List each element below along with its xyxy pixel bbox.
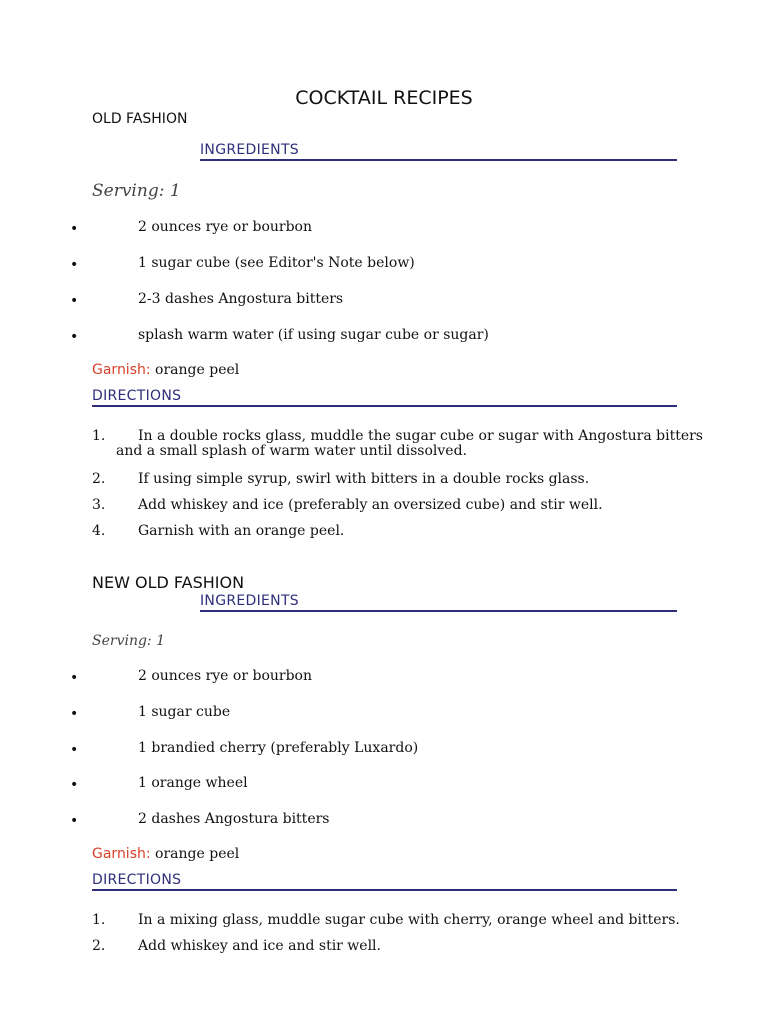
step-number: 1.	[92, 428, 106, 444]
ingredient-text: 2 ounces rye or bourbon	[138, 668, 312, 684]
ingredient-item	[70, 668, 670, 688]
bullet-icon: •	[70, 706, 79, 722]
garnish-value: orange peel	[155, 362, 240, 378]
step-number: 2.	[92, 938, 106, 954]
bullet-icon: •	[70, 670, 79, 686]
garnish-line	[92, 846, 239, 862]
recipe-name-new-old-fashion: NEW OLD FASHION	[92, 573, 245, 592]
recipe-name-old-fashion: OLD FASHION	[92, 111, 188, 127]
step-text: Add whiskey and ice (preferably an oversized cube) and stir well.	[138, 497, 603, 513]
step-number: 4.	[92, 523, 106, 539]
step-text: In a double rocks glass, muddle the sugar cube or sugar with Angostura bitters	[138, 428, 703, 444]
bullet-icon: •	[70, 813, 79, 829]
ingredient-text: splash warm water (if using sugar cube or sugar)	[138, 327, 489, 343]
ingredient-text: 1 sugar cube	[138, 704, 231, 720]
bullet-icon: •	[70, 742, 79, 758]
garnish-label: Garnish:	[92, 846, 151, 862]
step-text-continued: and a small splash of warm water until dissolved.	[116, 443, 467, 459]
step-number: 1.	[92, 912, 106, 928]
ingredients-heading: INGREDIENTS	[200, 593, 677, 612]
step-number: 3.	[92, 497, 106, 513]
garnish-line	[92, 362, 239, 378]
ingredient-item	[70, 740, 670, 760]
bullet-icon: •	[70, 777, 79, 793]
directions-heading: DIRECTIONS	[92, 872, 677, 891]
ingredient-text: 1 orange wheel	[138, 775, 248, 791]
bullet-icon: •	[70, 329, 79, 345]
garnish-label: Garnish:	[92, 362, 151, 378]
ingredient-item	[70, 775, 670, 795]
bullet-icon: •	[70, 221, 79, 237]
ingredients-heading: INGREDIENTS	[200, 142, 677, 161]
step-text: If using simple syrup, swirl with bitters in a double rocks glass.	[138, 471, 590, 487]
ingredient-text: 1 brandied cherry (preferably Luxardo)	[138, 740, 419, 756]
directions-heading: DIRECTIONS	[92, 388, 677, 407]
ingredient-item	[70, 219, 670, 239]
ingredient-text: 2-3 dashes Angostura bitters	[138, 291, 344, 307]
ingredient-text: 1 sugar cube (see Editor's Note below)	[138, 255, 415, 271]
bullet-icon: •	[70, 257, 79, 273]
ingredient-item	[70, 255, 670, 275]
step-text: Add whiskey and ice and stir well.	[138, 938, 381, 954]
serving-size: Serving: 1	[92, 181, 181, 201]
ingredient-item	[70, 811, 670, 831]
step-number: 2.	[92, 471, 106, 487]
ingredient-text: 2 ounces rye or bourbon	[138, 219, 312, 235]
document-title: COCKTAIL RECIPES	[295, 87, 473, 109]
ingredient-item	[70, 327, 670, 347]
garnish-value: orange peel	[155, 846, 240, 862]
ingredient-item	[70, 704, 670, 724]
step-text: Garnish with an orange peel.	[138, 523, 345, 539]
ingredient-text: 2 dashes Angostura bitters	[138, 811, 330, 827]
bullet-icon: •	[70, 293, 79, 309]
step-text: In a mixing glass, muddle sugar cube with cherry, orange wheel and bitters.	[138, 912, 680, 928]
serving-size: Serving: 1	[92, 633, 166, 649]
ingredient-item	[70, 291, 670, 311]
